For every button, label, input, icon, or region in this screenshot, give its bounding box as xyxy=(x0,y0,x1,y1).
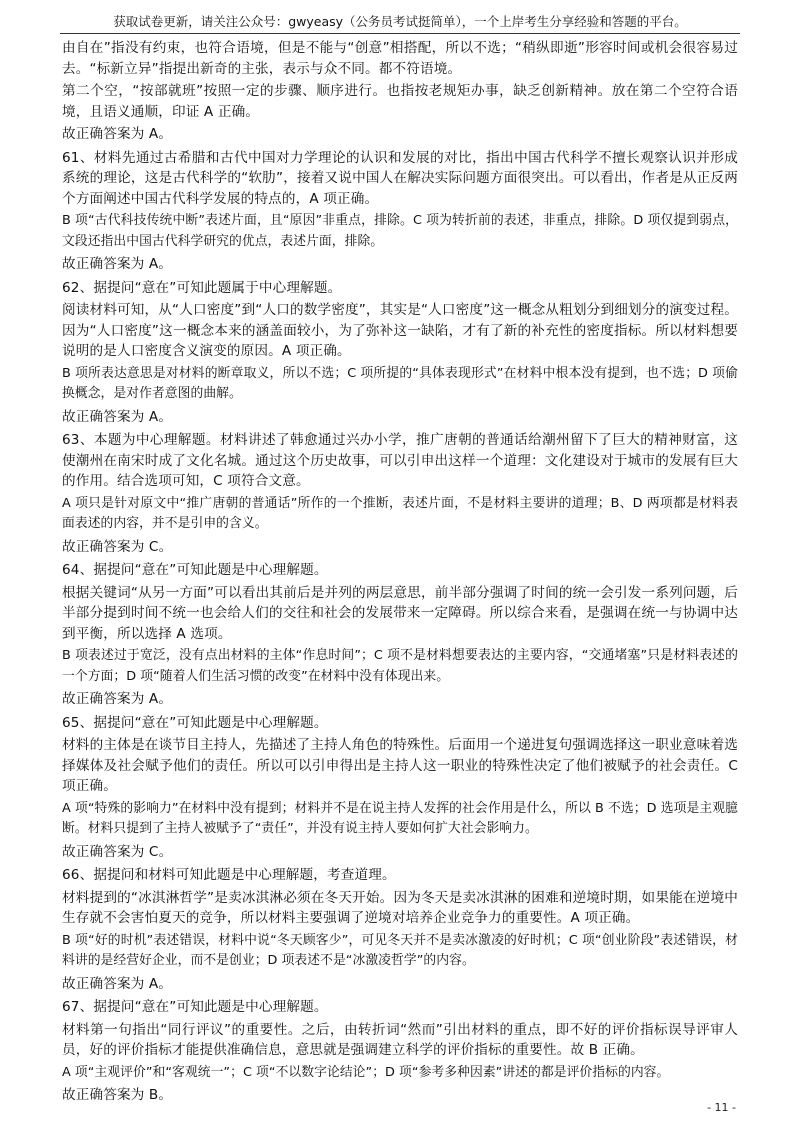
answer-line: 故正确答案为 C。 xyxy=(62,843,173,860)
explanation-paragraph: 根据关键词“从另一方面”可以看出其前后是并列的两层意思，前半部分强调了时间的统一会引发一系列问题，后半部分提到时间不统一也会给人们的交往和社会的发展带来一定障碍。所以综合来看，是强调在统一与协调中达到平衡，所以选择 A 选项。 xyxy=(62,584,738,642)
question-explanation: 65、据提问“意在”可知此题是中心理解题。 xyxy=(62,714,328,731)
option-analysis: B 项“古代科技传统中断”表述片面，且“原因”非重点，排除。C 项为转折前的表述，非重点，排除。D 项仅提到弱点，文段还指出中国古代科学研究的优点，表述片面，排除。 xyxy=(62,213,738,249)
option-analysis: B 项所表达意思是对材料的断章取义，所以不选；C 项所提的“具体表现形式”在材料中根本没有提到，也不选；D 项偷换概念，是对作者意图的曲解。 xyxy=(62,365,738,401)
question-explanation: 63、本题为中心理解题。材料讲述了韩愈通过兴办小学，推广唐朝的普通话给潮州留下了巨大的精神财富，这使潮州在南宋时成了文化名城。通过这个历史故事，可以引申出这样一个道理：文化建设对于城市的发展有巨大的作用。结合选项可知，C 项符合文意。 xyxy=(62,432,738,489)
option-analysis: B 项“好的时机”表述错误，材料中说“冬天顾客少”，可见冬天并不是卖冰激凌的好时机；C 项“创业阶段”表述错误，材料讲的是经营好企业，而不是创业；D 项表述不是“冰激凌哲学”的内容。 xyxy=(62,932,738,968)
question-explanation: 61、材料先通过古希腊和古代中国对力学理论的认识和发展的对比，指出中国古代科学不擅长观察认识并形成系统的理论，这是古代科学的“软肋”，接着又说中国人在解决实际问题方面很突出。可以看出，作者是从正反两个方面阐述中国古代科学发展的特点的，A 项正确。 xyxy=(62,149,738,207)
explanation-paragraph: 由自在”指没有约束，也符合语境，但是不能与“创意”相搭配，所以不选；“稍纵即逝”形容时间或机会很容易过去。“标新立异”指提出新奇的主张，表示与众不同。都不符语境。 xyxy=(62,40,738,77)
explanation-paragraph: 材料提到的“冰淇淋哲学”是卖冰淇淋必须在冬天开始。因为冬天是卖冰淇淋的困难和逆境时期，如果能在逆境中生存就不会害怕夏天的竞争，所以材料主要强调了逆境对培养企业竞争力的重要性。A 项正确。 xyxy=(62,889,738,926)
answer-explanations xyxy=(62,38,738,1109)
answer-line: 故正确答案为 B。 xyxy=(62,1087,173,1103)
option-analysis: A 项只是针对原文中“推广唐朝的普通话”所作的一个推断，表述片面，不是材料主要讲的道理；B、D 两项都是材料表面表述的内容，并不是引申的含义。 xyxy=(62,495,738,531)
option-analysis: A 项“特殊的影响力”在材料中没有提到；材料并不是在说主持人发挥的社会作用是什么，所以 B 不选；D 选项是主观臆断。材料只提到了主持人被赋予了“责任”，并没有说主持人要如何扩大社会影响力。 xyxy=(62,800,738,836)
explanation-paragraph: 阅读材料可知，从“人口密度”到“人口的数学密度”，其实是“人口密度”这一概念从粗划分到细划分的演变过程。因为“人口密度”这一概念本来的涵盖面较小，为了弥补这一缺陷，才有了新的补充性的密度指标。所以材料想要说明的是人口密度含义演变的原因。A 项正确。 xyxy=(62,302,738,359)
answer-line: 故正确答案为 A。 xyxy=(62,691,173,707)
answer-line: 故正确答案为 A。 xyxy=(62,126,173,142)
answer-line: 故正确答案为 A。 xyxy=(62,408,173,425)
option-analysis: B 项表述过于宽泛，没有点出材料的主体“作息时间”；C 项不是材料想要表达的主要内容，“交通堵塞”只是材料表述的一个方面；D 项“随着人们生活习惯的改变”在材料中没有体现出来。 xyxy=(62,648,738,684)
answer-line: 故正确答案为 C。 xyxy=(62,538,173,555)
question-explanation: 62、据提问“意在”可知此题属于中心理解题。 xyxy=(62,279,342,296)
option-analysis: A 项“主观评价”和“客观统一”；C 项“不以数字论结论”；D 项“参考多种因素”讲述的都是评价指标的内容。 xyxy=(62,1064,670,1080)
explanation-paragraph: 材料第一句指出“同行评议”的重要性。之后，由转折词“然而”引出材料的重点，即不好的评价指标误导评审人员，好的评价指标才能提供准确信息，意思就是强调建立科学的评价指标的重要性。故 B 正确。 xyxy=(62,1021,738,1058)
page-header: 获取试卷更新，请关注公众号：gwyeasy（公务员考试挺简单），一个上岸考生分享经验和答题的平台。 xyxy=(113,14,687,29)
answer-line: 故正确答案为 A。 xyxy=(62,256,173,272)
explanation-paragraph: 材料的主体是在谈节目主持人，先描述了主持人角色的特殊性。后面用一个递进复句强调选择这一职业意味着选择媒体及社会赋予他们的责任。所以可以引申得出是主持人这一职业的特殊性决定了他们被赋予的社会责任。C 项正确。 xyxy=(62,737,738,794)
explanation-paragraph: 第二个空，“按部就班”按照一定的步骤、顺序进行。也指按老规矩办事，缺乏创新精神。放在第二个空符合语境，且语义通顺，印证 A 正确。 xyxy=(62,83,738,120)
question-explanation: 64、据提问“意在”可知此题是中心理解题。 xyxy=(62,562,328,578)
question-explanation: 66、据提问和材料可知此题是中心理解题，考查道理。 xyxy=(62,867,396,883)
header-divider xyxy=(60,33,740,34)
question-explanation: 67、据提问“意在”可知此题是中心理解题。 xyxy=(62,999,328,1015)
answer-line: 故正确答案为 A。 xyxy=(62,975,173,992)
page-number: - 11 - xyxy=(707,1101,736,1114)
